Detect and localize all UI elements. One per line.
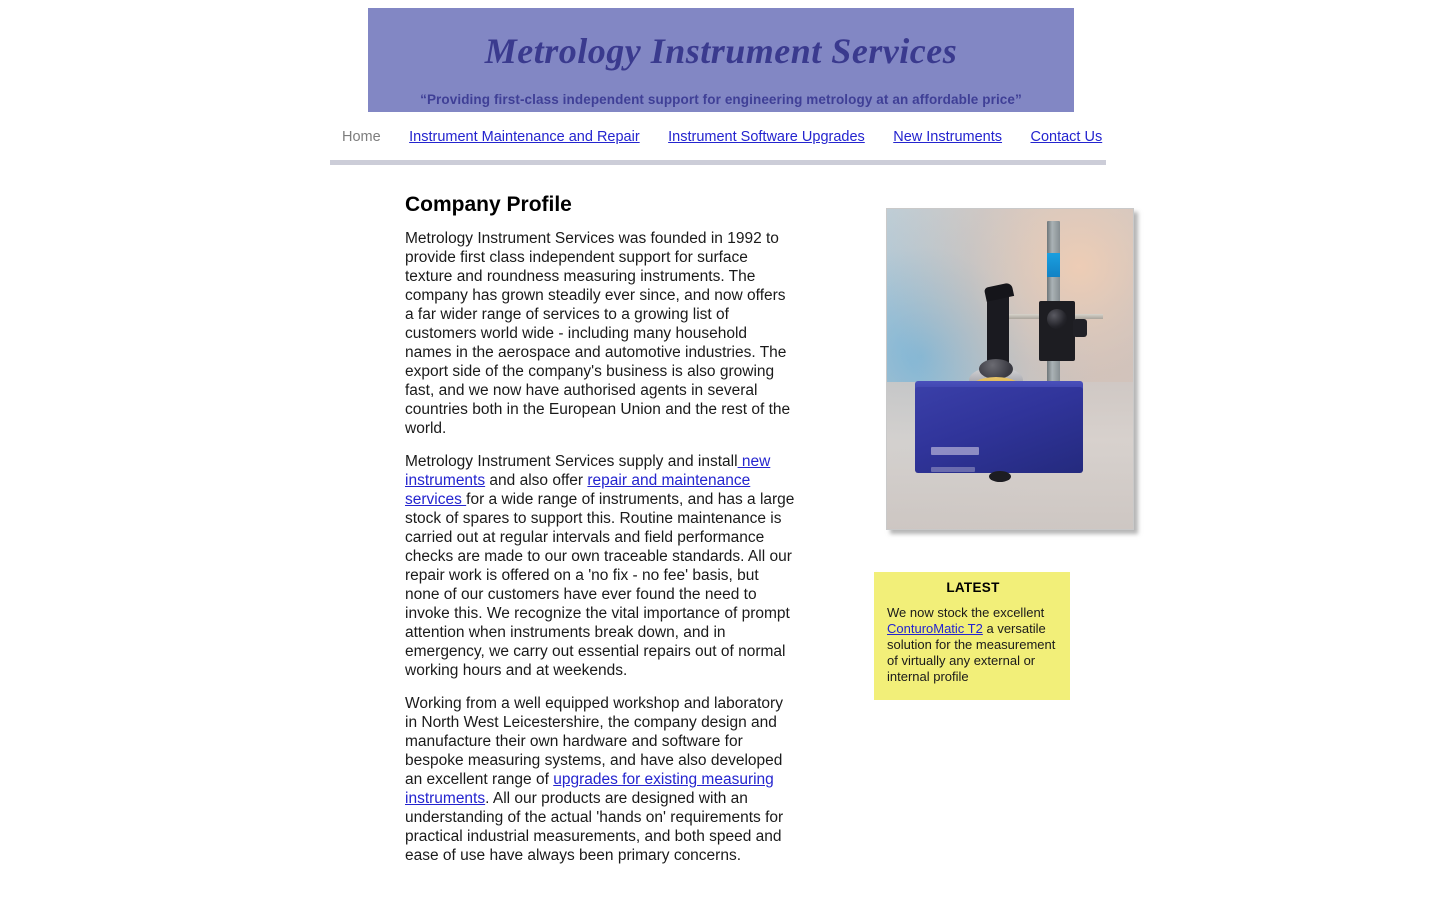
paragraph-2-text-part-1: Metrology Instrument Services supply and install <box>405 453 738 471</box>
nav-item-new-instruments[interactable]: New Instruments <box>893 129 1003 145</box>
nav-item-home[interactable]: Home <box>342 129 381 145</box>
paragraph-2-text-part-3: for a wide range of instruments, and has a large stock of spares to support this. Routine maintenance is carried out at regular intervals and field performance checks are made to our own traceable standards. All our repair work is offered on a 'no fix - no fee' basis, but none of our customers have ever found the need to invoke this. We recognize the vital importance of prompt attention when instruments break down, and in emergency, we carry out essential repairs out of normal working hours and at weekends. <box>405 491 795 680</box>
instrument-chuck <box>979 359 1013 379</box>
site-tagline: “Providing first-class independent support for engineering metrology at an affordable price” <box>420 91 1022 107</box>
link-conturomatic-t2[interactable]: ConturoMatic T2 <box>887 621 983 636</box>
profile-paragraph-3 <box>405 694 797 865</box>
latest-text-part-2: a versatile solution for the measurement of virtually any external or internal profile <box>887 621 1056 684</box>
nav-item-instrument-software-upgrades[interactable]: Instrument Software Upgrades <box>668 129 865 145</box>
instrument-adjust-knob-icon <box>1047 309 1067 329</box>
link-repair-and-maintenance-services[interactable]: repair and maintenance services <box>405 472 751 509</box>
link-new-instruments[interactable]: new instruments <box>405 453 771 490</box>
instrument-side-knob-icon <box>1073 319 1087 337</box>
link-upgrades-for-existing-measuring-instruments[interactable]: upgrades for existing measuring instruments <box>405 771 774 808</box>
latest-text-part-1: We now stock the excellent <box>887 605 1045 620</box>
site-title: Metrology Instrument Services <box>484 31 958 71</box>
paragraph-2-text-part-2: and also offer <box>485 472 588 490</box>
site-header-banner <box>368 8 1074 112</box>
page-title: Company Profile <box>405 193 572 216</box>
latest-heading: LATEST <box>946 580 1000 595</box>
profile-paragraph-2 <box>405 452 797 680</box>
main-content <box>405 192 797 865</box>
instrument-foot <box>989 471 1011 482</box>
latest-text <box>887 605 1059 685</box>
instrument-photo <box>886 208 1134 530</box>
instrument-base <box>915 387 1083 473</box>
nav-divider-rule <box>330 160 1106 165</box>
paragraph-3-text-part-2: . All our products are designed with an understanding of the actual 'hands on' requirements for practical industrial measurements, and both speed and ease of use have always been primary concerns. <box>405 790 784 865</box>
profile-paragraph-1: Metrology Instrument Services was founded in 1992 to provide first class independent support for surface texture and roundness measuring instruments. The company has grown steadily ever since, and now offers a far wider range of services to a growing list of customers world wide - including many household names in the aerospace and automotive industries. The export side of the company's business is also growing fast, and we now have authorised agents in several countries both in the European Union and the rest of the world. <box>405 230 791 438</box>
nav-item-contact-us[interactable]: Contact Us <box>1030 129 1103 145</box>
nav-item-instrument-maintenance-and-repair[interactable]: Instrument Maintenance and Repair <box>409 129 640 145</box>
instrument-model-label <box>931 467 975 472</box>
instrument-brand-logo <box>931 447 979 455</box>
main-navigation <box>330 124 1106 150</box>
paragraph-3-text-part-1: Working from a well equipped workshop and laboratory in North West Leicestershire, the company design and manufacture their own hardware and software for bespoke measuring systems, and have also developed an excellent range of <box>405 695 783 789</box>
latest-news-box <box>874 572 1070 700</box>
instrument-column-blue-band <box>1047 253 1060 277</box>
